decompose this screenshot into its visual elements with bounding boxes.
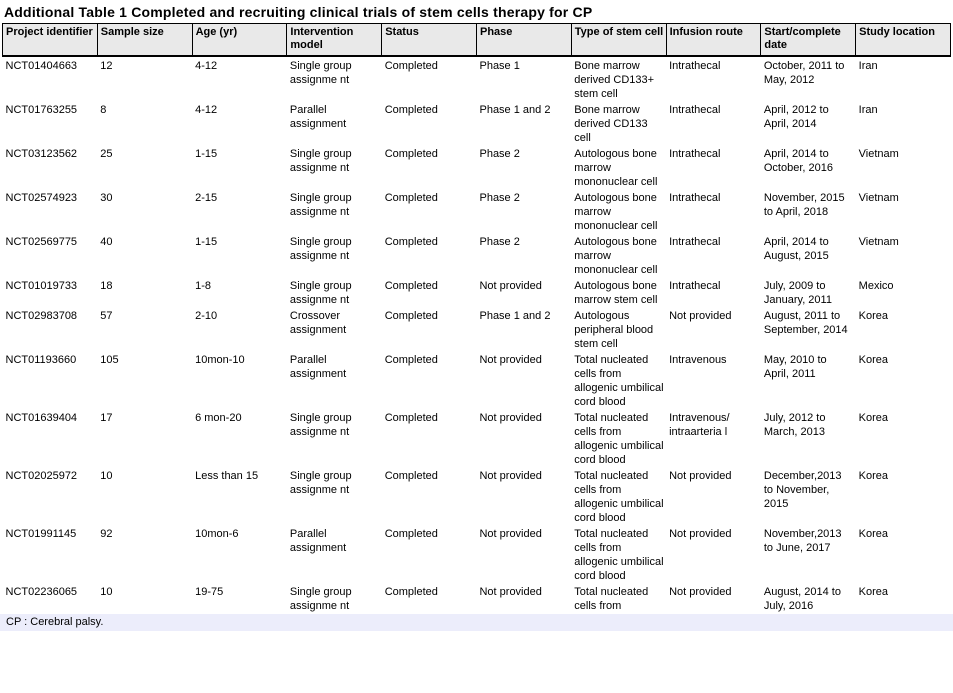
table-cell: Vietnam (858, 236, 899, 248)
table-cell: Single group assignme nt (289, 280, 352, 306)
table-row (3, 145, 951, 189)
table-row (3, 409, 951, 467)
table-cell: Parallel assignment (289, 354, 347, 380)
column-header: Intervention model (287, 24, 382, 57)
table-cell: Single group assignme nt (289, 412, 352, 438)
table-cell: Bone marrow derived CD133+ stem cell (574, 60, 655, 100)
table-cell: Intrathecal (669, 280, 721, 292)
table-cell: 19-75 (195, 586, 224, 598)
table-cell: 18 (100, 280, 113, 292)
column-header: Start/complete date (761, 24, 856, 57)
table-cell: Completed (384, 236, 438, 248)
table-cell: Not provided (669, 528, 732, 540)
clinical-trials-table (2, 23, 951, 613)
table-cell: Total nucleated cells from allogenic umbilical cord blood (574, 354, 664, 408)
table-row (3, 189, 951, 233)
table-cell: August, 2014 to July, 2016 (763, 586, 841, 612)
table-cell: November,2013 to June, 2017 (763, 528, 842, 554)
column-header: Sample size (97, 24, 192, 57)
table-cell: April, 2012 to April, 2014 (763, 104, 829, 130)
table-cell: Autologous bone marrow mononuclear cell (574, 148, 658, 188)
table-cell: NCT02236065 (5, 586, 78, 598)
table-cell: Total nucleated cells from allogenic umbilical cord blood (574, 470, 664, 524)
table-cell: Vietnam (858, 192, 899, 204)
table-cell: Phase 2 (479, 236, 520, 248)
table-cell: 10 (100, 586, 113, 598)
table-cell: Single group assignme nt (289, 192, 352, 218)
table-cell: 2-15 (195, 192, 218, 204)
table-row (3, 233, 951, 277)
table-cell: 1-15 (195, 236, 218, 248)
table-body (3, 56, 951, 613)
table-cell: NCT01019733 (5, 280, 78, 292)
table-cell: NCT01991145 (5, 528, 77, 540)
table-cell: Completed (384, 192, 438, 204)
table-cell: Single group assignme nt (289, 586, 352, 612)
table-cell: November, 2015 to April, 2018 (763, 192, 845, 218)
table-cell: Not provided (479, 280, 542, 292)
table-cell: Intrathecal (669, 148, 721, 160)
column-header: Age (yr) (192, 24, 287, 57)
table-cell: Iran (858, 60, 878, 72)
table-cell: 17 (100, 412, 113, 424)
table-row (3, 307, 951, 351)
table-cell: Mexico (858, 280, 894, 292)
table-cell: Not provided (669, 586, 732, 598)
table-cell: Korea (858, 412, 889, 424)
table-cell: Less than 15 (195, 470, 259, 482)
table-cell: Autologous bone marrow mononuclear cell (574, 192, 658, 232)
table-cell: Bone marrow derived CD133 cell (574, 104, 648, 144)
table-cell: 57 (100, 310, 113, 322)
table-cell: April, 2014 to August, 2015 (763, 236, 829, 262)
table-cell: Intrathecal (669, 60, 721, 72)
table-cell: 10mon-6 (195, 528, 239, 540)
table-cell: NCT02025972 (5, 470, 78, 482)
table-cell: 40 (100, 236, 113, 248)
column-header: Type of stem cell (571, 24, 666, 57)
table-cell: 2-10 (195, 310, 218, 322)
table-cell: 4-12 (195, 60, 218, 72)
footnote-bar: CP : Cerebral palsy. (0, 614, 953, 631)
table-cell: October, 2011 to May, 2012 (763, 60, 845, 86)
table-cell: Completed (384, 60, 438, 72)
table-cell: NCT02983708 (5, 310, 78, 322)
table-cell: NCT02569775 (5, 236, 78, 248)
table-cell: Completed (384, 586, 438, 598)
table-cell: Intrathecal (669, 104, 721, 116)
table-cell: April, 2014 to October, 2016 (763, 148, 833, 174)
table-cell: Phase 1 and 2 (479, 104, 551, 116)
table-cell: NCT01763255 (5, 104, 78, 116)
table-cell: Korea (858, 528, 889, 540)
table-cell: Total nucleated cells from allogenic umbilical cord blood (574, 528, 664, 582)
table-cell: 4-12 (195, 104, 218, 116)
table-cell: Iran (858, 104, 878, 116)
table-cell: Completed (384, 148, 438, 160)
table-cell: Total nucleated cells from allogenic umbilical cord blood (574, 412, 664, 466)
table-cell: Intravenous (669, 354, 727, 366)
column-header: Project identifier (3, 24, 98, 57)
table-cell: Not provided (479, 586, 542, 598)
table-cell: Completed (384, 528, 438, 540)
table-cell: Phase 1 (479, 60, 520, 72)
page-title: Additional Table 1 Completed and recruiting clinical trials of stem cells therapy for CP (4, 4, 593, 20)
table-row (3, 56, 951, 101)
table-cell: Intravenous/ intraarteria l (669, 412, 730, 438)
table-cell: Korea (858, 470, 889, 482)
table-row (3, 525, 951, 583)
table-cell: December,2013 to November, 2015 (763, 470, 842, 510)
column-header: Study location (856, 24, 951, 57)
table-cell: Completed (384, 470, 438, 482)
table-cell: Not provided (479, 412, 542, 424)
table-cell: August, 2011 to September, 2014 (763, 310, 848, 336)
table-cell: 10 (100, 470, 113, 482)
table-row (3, 101, 951, 145)
table-cell: 105 (100, 354, 119, 366)
table-cell: NCT01404663 (5, 60, 78, 72)
table-cell: 10mon-10 (195, 354, 245, 366)
table-cell: Korea (858, 586, 889, 598)
table-row (3, 467, 951, 525)
table-cell: 8 (100, 104, 107, 116)
table-cell: Single group assignme nt (289, 60, 352, 86)
table-cell: Not provided (669, 310, 732, 322)
table-cell: 25 (100, 148, 113, 160)
table-cell: 1-15 (195, 148, 218, 160)
table-cell: Autologous bone marrow mononuclear cell (574, 236, 658, 276)
table-cell: Parallel assignment (289, 104, 347, 130)
column-header: Phase (476, 24, 571, 57)
table-cell: Total nucleated cells from (574, 586, 649, 612)
table-cell: NCT03123562 (5, 148, 78, 160)
table-cell: 12 (100, 60, 113, 72)
header-row (3, 24, 951, 57)
table-cell: Not provided (669, 470, 732, 482)
table-cell: Parallel assignment (289, 528, 347, 554)
table-cell: Crossover assignment (289, 310, 347, 336)
table-cell: NCT02574923 (5, 192, 78, 204)
table-cell: Phase 1 and 2 (479, 310, 551, 322)
table-cell: 6 mon-20 (195, 412, 242, 424)
table-cell: Intrathecal (669, 236, 721, 248)
table-cell: Single group assignme nt (289, 148, 352, 174)
table-cell: July, 2012 to March, 2013 (763, 412, 826, 438)
table-cell: Not provided (479, 470, 542, 482)
table-cell: Not provided (479, 528, 542, 540)
table-cell: Autologous peripheral blood stem cell (574, 310, 654, 350)
column-header: Status (382, 24, 477, 57)
table-row (3, 583, 951, 613)
table-cell: NCT01639404 (5, 412, 78, 424)
table-cell: Not provided (479, 354, 542, 366)
table-cell: 1-8 (195, 280, 211, 292)
table-cell: Completed (384, 104, 438, 116)
table-cell: Single group assignme nt (289, 236, 352, 262)
table-cell: 92 (100, 528, 113, 540)
table-cell: Completed (384, 412, 438, 424)
table-cell: NCT01193660 (5, 354, 77, 366)
table-cell: 30 (100, 192, 113, 204)
table-cell: May, 2010 to April, 2011 (763, 354, 827, 380)
table-cell: Completed (384, 280, 438, 292)
table-cell: Phase 2 (479, 192, 520, 204)
table-cell: Vietnam (858, 148, 899, 160)
table-cell: Intrathecal (669, 192, 721, 204)
table-cell: Korea (858, 310, 889, 322)
table-cell: Korea (858, 354, 889, 366)
table-cell: July, 2009 to January, 2011 (763, 280, 832, 306)
table-cell: Single group assignme nt (289, 470, 352, 496)
table-row (3, 277, 951, 307)
table-row (3, 351, 951, 409)
table-cell: Autologous bone marrow stem cell (574, 280, 658, 306)
column-header: Infusion route (666, 24, 761, 57)
table-cell: Phase 2 (479, 148, 520, 160)
table-cell: Completed (384, 310, 438, 322)
table-cell: Completed (384, 354, 438, 366)
